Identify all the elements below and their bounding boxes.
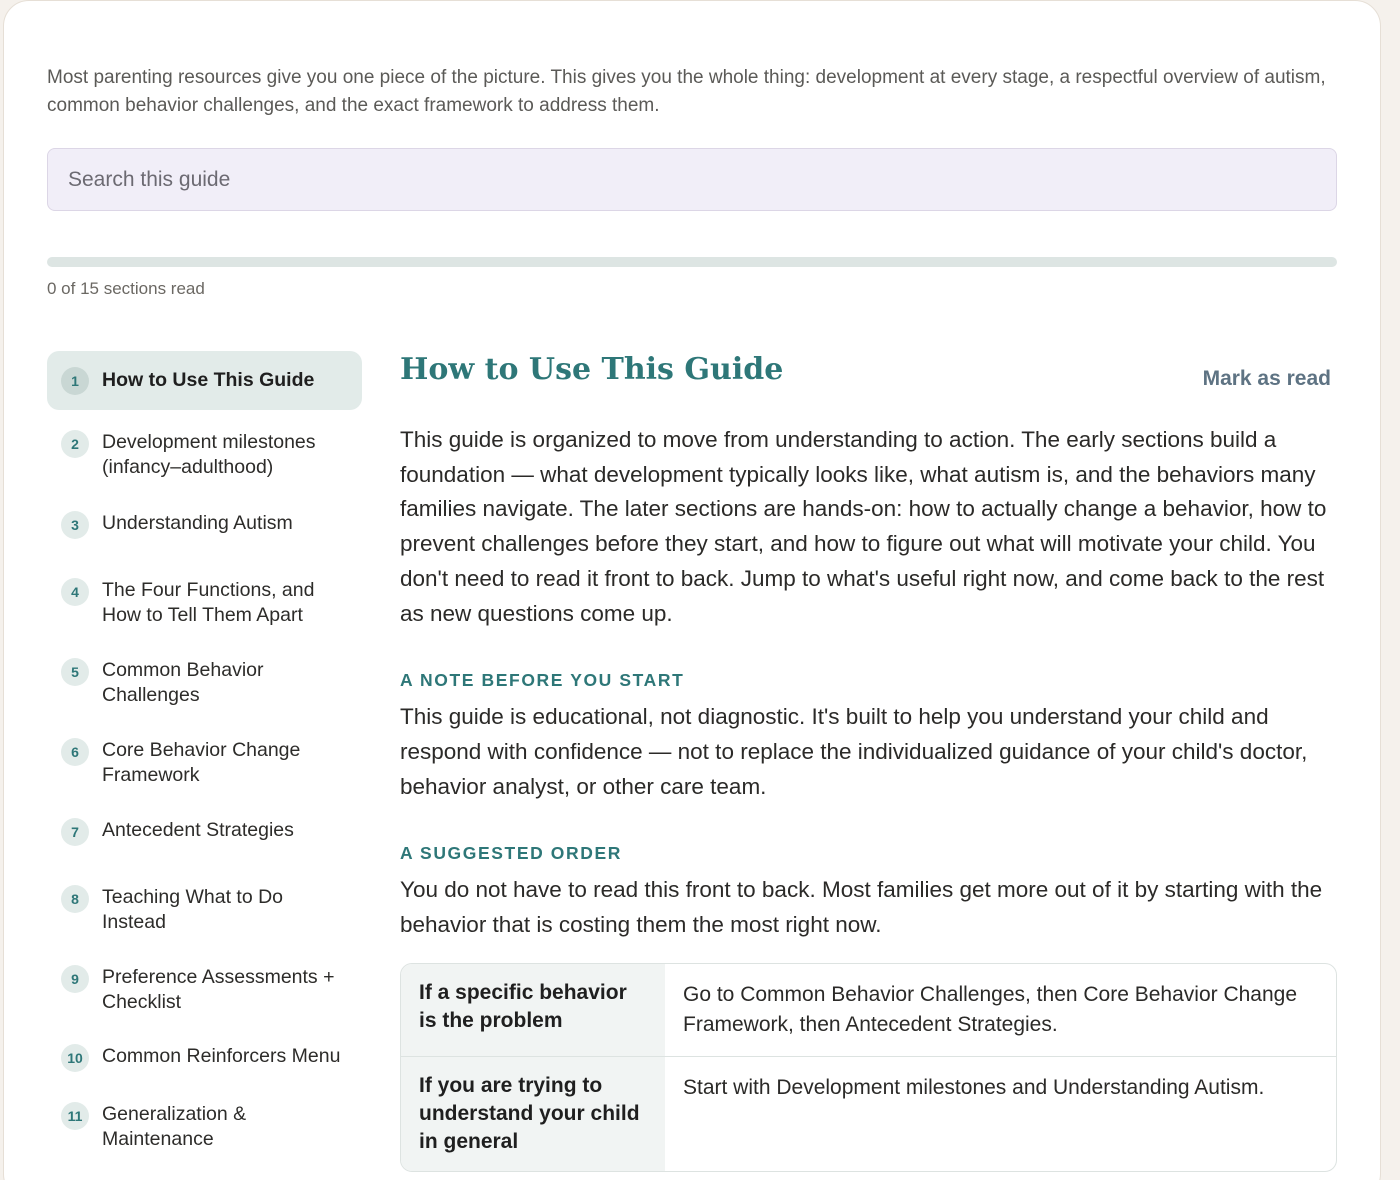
section-content bbox=[400, 350, 1337, 1172]
toc-item-number: 8 bbox=[61, 885, 89, 913]
order-condition: If you are trying to understand your child in general bbox=[401, 1057, 665, 1171]
toc-item-label: Generalization & Maintenance bbox=[102, 1103, 247, 1150]
toc-item-number: 11 bbox=[61, 1102, 89, 1130]
toc-item-number: 10 bbox=[61, 1044, 89, 1072]
toc-item-preference-assessments[interactable] bbox=[47, 965, 362, 1015]
toc-item-understanding-autism[interactable] bbox=[47, 511, 362, 539]
progress-bar bbox=[47, 257, 1337, 267]
toc-item-number: 5 bbox=[61, 658, 89, 686]
toc-item-number: 3 bbox=[61, 511, 89, 539]
note-body: This guide is educational, not diagnostic. It's built to help you understand your child and respond with confidence — not to replace the individualized guidance of your child's doctor, behavior analyst, or other care team. bbox=[400, 704, 1308, 799]
progress-text: 0 of 15 sections read bbox=[47, 279, 205, 298]
section-title: How to Use This Guide bbox=[400, 352, 784, 387]
toc-item-generalization[interactable] bbox=[47, 1102, 362, 1152]
toc-item-reinforcers-menu[interactable] bbox=[47, 1044, 362, 1072]
note-heading: A NOTE BEFORE YOU START bbox=[400, 670, 685, 691]
toc-item-label: The Four Functions, and How to Tell Them Apart bbox=[102, 579, 315, 626]
toc-item-teaching-instead[interactable] bbox=[47, 885, 362, 935]
toc-item-number: 9 bbox=[61, 965, 89, 993]
toc-item-label: Development milestones (infancy–adulthood) bbox=[102, 431, 316, 478]
toc-item-label: Antecedent Strategies bbox=[102, 819, 294, 841]
toc-item-behavior-challenges[interactable] bbox=[47, 658, 362, 708]
order-body: You do not have to read this front to back. Most families get more out of it by starting with the behavior that is costing them the most right now. bbox=[400, 877, 1323, 938]
toc-item-four-functions[interactable] bbox=[47, 578, 362, 628]
toc-item-number: 1 bbox=[61, 367, 89, 395]
order-condition: If a specific behavior is the problem bbox=[401, 964, 665, 1056]
toc-item-label: Core Behavior Change Framework bbox=[102, 739, 301, 786]
suggested-order-table bbox=[400, 963, 1337, 1172]
order-action: Start with Development milestones and Understanding Autism. bbox=[683, 1075, 1265, 1099]
toc-item-label: Understanding Autism bbox=[102, 512, 293, 534]
intro-text: Most parenting resources give you one piece of the picture. This gives you the whole thing: development at every stage, a respectful overview of autism, common behavior challenges, and the exact framework to address them. bbox=[47, 67, 1326, 116]
order-heading: A SUGGESTED ORDER bbox=[400, 843, 622, 864]
table-row bbox=[401, 964, 1336, 1057]
toc-item-how-to-use[interactable] bbox=[47, 351, 362, 410]
toc-item-development-milestones[interactable] bbox=[47, 430, 362, 480]
toc-item-antecedent-strategies[interactable] bbox=[47, 818, 362, 846]
search-input[interactable] bbox=[47, 148, 1337, 211]
mark-as-read-button[interactable]: Mark as read bbox=[1202, 367, 1331, 390]
toc-item-label: Common Behavior Challenges bbox=[102, 659, 264, 706]
section-body: This guide is organized to move from understanding to action. The early sections build a foundation — what development typically looks like, what autism is, and the behaviors many families navigate. The later sections are hands-on: how to actually change a behavior, how to prevent challenges before they start, and how to figure out what will motivate your child. You don't need to read it front to back. Jump to what's useful right now, and come back to the rest as new questions come up. bbox=[400, 427, 1327, 626]
toc-item-number: 6 bbox=[61, 738, 89, 766]
table-of-contents bbox=[47, 351, 362, 1152]
toc-item-label: Preference Assessments + Checklist bbox=[102, 966, 335, 1013]
toc-item-label: Teaching What to Do Instead bbox=[102, 886, 284, 933]
toc-item-label: Common Reinforcers Menu bbox=[102, 1045, 341, 1067]
toc-item-number: 7 bbox=[61, 818, 89, 846]
toc-item-label: How to Use This Guide bbox=[102, 369, 315, 391]
toc-item-number: 4 bbox=[61, 578, 89, 606]
toc-item-number: 2 bbox=[61, 430, 89, 458]
toc-item-core-framework[interactable] bbox=[47, 738, 362, 788]
table-row bbox=[401, 1057, 1336, 1171]
order-action: Go to Common Behavior Challenges, then Core Behavior Change Framework, then Antecedent Strategies. bbox=[683, 982, 1298, 1036]
